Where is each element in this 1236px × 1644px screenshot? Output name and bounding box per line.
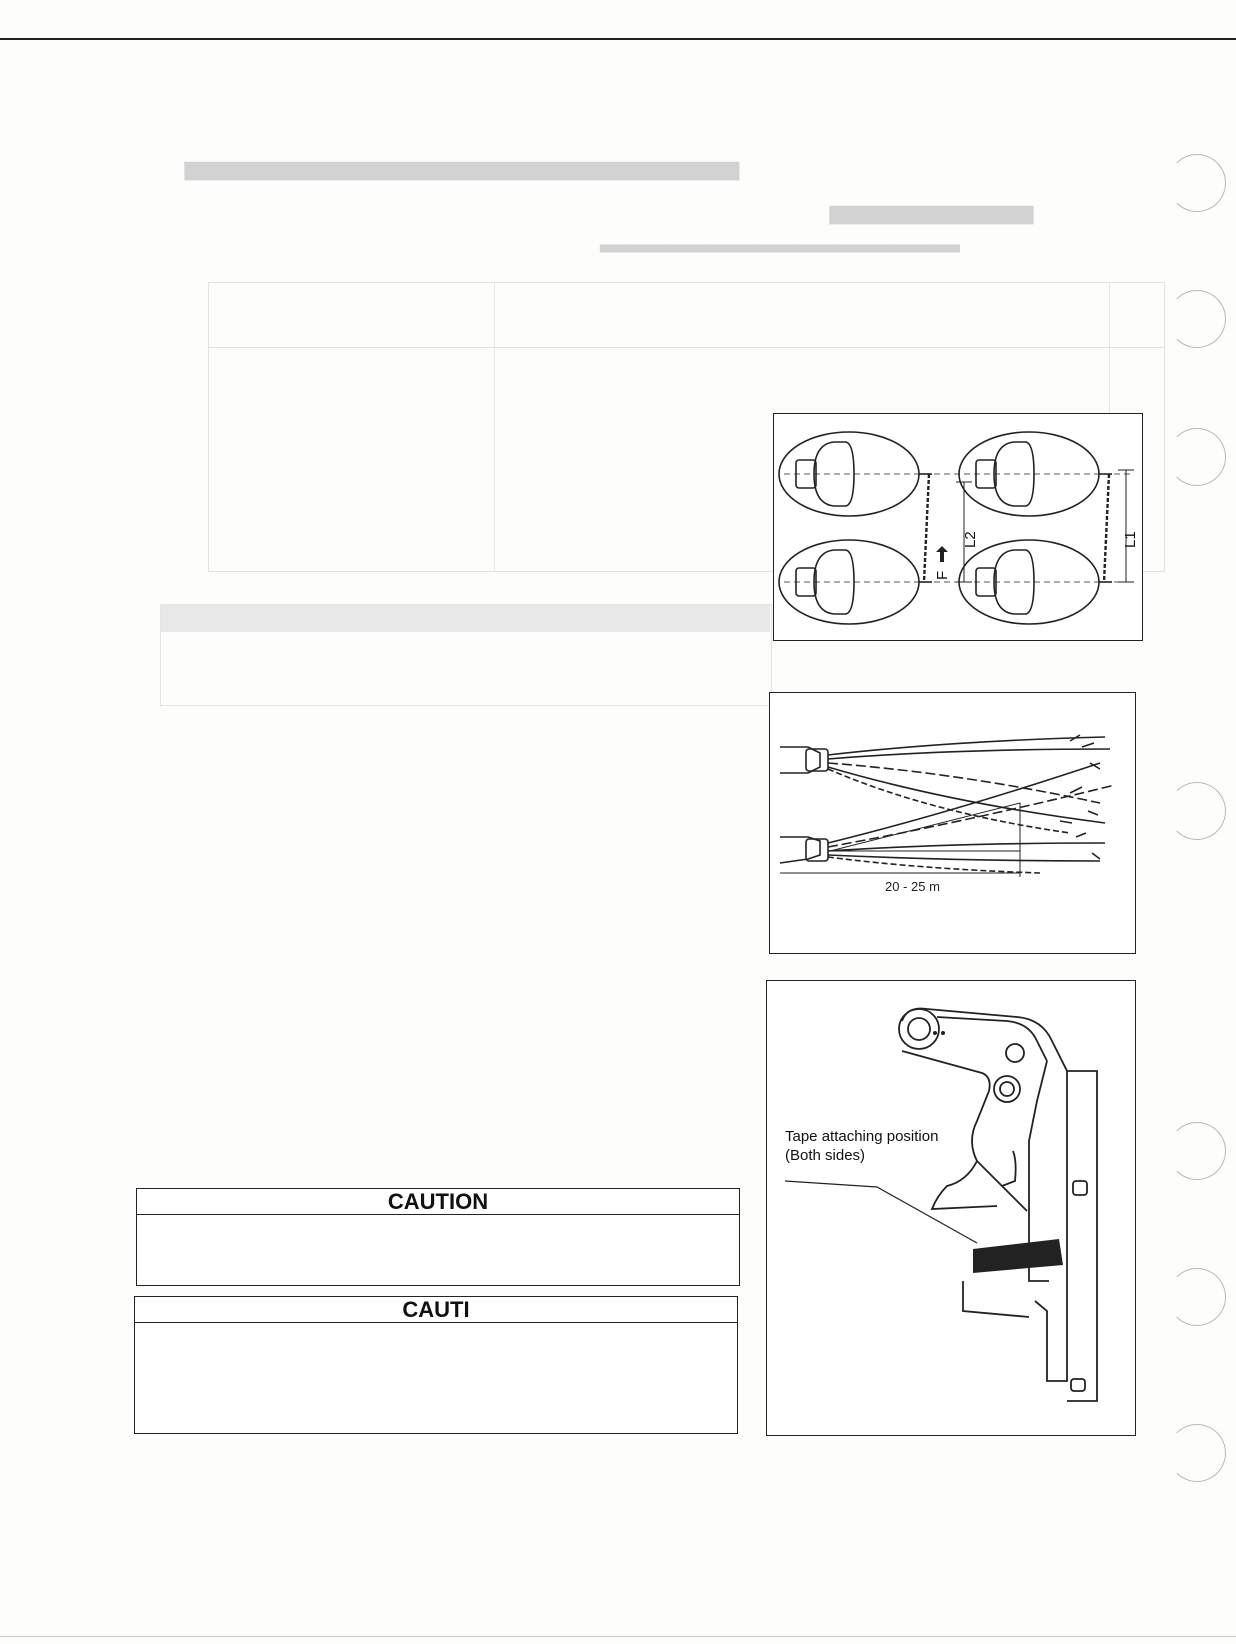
caution-heading: CAUTION	[137, 1189, 739, 1215]
binder-hole	[1168, 1122, 1226, 1180]
caution-box	[136, 1188, 740, 1286]
label-l2: L2	[962, 531, 979, 548]
label-forward: F	[934, 570, 951, 580]
tape-position-label-line1: Tape attaching position	[785, 1128, 939, 1145]
wake-pattern-figure	[769, 692, 1136, 954]
binder-hole	[1168, 782, 1226, 840]
engine-spacing-drawing	[774, 414, 1142, 640]
tape-patch	[973, 1239, 1063, 1273]
label-l1: L1	[1122, 531, 1139, 548]
binder-hole	[1168, 154, 1226, 212]
bleed-through-caption: ▃▃▃▃▃▃▃▃▃▃▃▃▃▃▃▃▃▃▃▃▃▃▃▃▃▃	[600, 232, 960, 252]
bracket-drawing	[767, 981, 1135, 1435]
binder-hole	[1168, 428, 1226, 486]
top-rule	[0, 38, 1236, 40]
binder-hole	[1168, 1424, 1226, 1482]
bleed-through-box	[160, 604, 772, 706]
wake-distance-label: 20 - 25 m	[885, 879, 940, 894]
caution-heading-truncated: CAUTI	[135, 1297, 737, 1323]
wake-pattern-drawing	[770, 693, 1135, 953]
tape-position-label-line2: (Both sides)	[785, 1147, 866, 1164]
tape-position-figure	[766, 980, 1136, 1436]
binder-hole	[1168, 290, 1226, 348]
binder-hole	[1168, 1268, 1226, 1326]
caution-box-truncated	[134, 1296, 738, 1434]
tape-position-label	[785, 1127, 938, 1165]
bleed-through-subheading: ▅▅▅▅▅▅▅▅▅▅▅	[830, 197, 1034, 224]
forward-arrow	[936, 546, 948, 562]
engine-spacing-figure	[773, 413, 1143, 641]
bleed-through-heading: ▅▅▅▅▅▅▅▅▅▅▅▅▅▅▅▅▅▅▅▅▅▅▅▅▅▅▅▅▅▅	[185, 153, 739, 180]
bottom-rule	[0, 1636, 1236, 1637]
